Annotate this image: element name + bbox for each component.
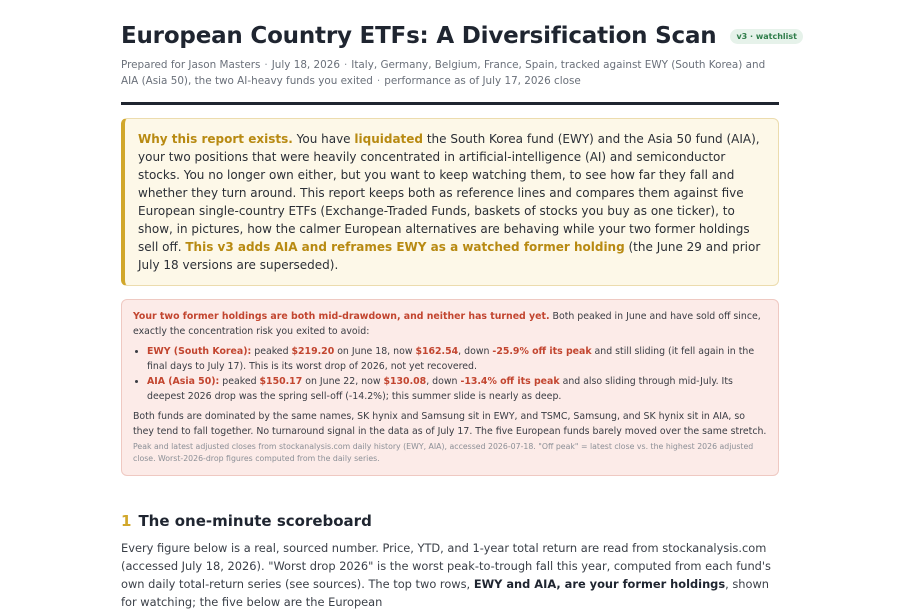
alert-lead: Your two former holdings are both mid-drawdown, and neither has turned yet. bbox=[133, 311, 550, 322]
why-text: You have bbox=[292, 132, 355, 146]
liquidated-highlight: liquidated bbox=[354, 132, 423, 146]
report-date: July 18, 2026 bbox=[271, 59, 340, 71]
ewy-text: peaked bbox=[251, 346, 292, 357]
why-text: the South Korea fund (EWY) and the Asia 50 fund (AIA), your two positions that were heavily concentrated in artificial-intelligence (AI) and semiconductor stocks. You no longer own either, but you want to keep watching them, to see how far they fall and whether they turn around. This report keeps both as reference lines and compares them against five European single-country ETFs (Exchange-Traded Funds, baskets of stocks you buy as one ticker), to show, in pictures, how the calmer European alternatives are behaving while your two former holdings sell off. bbox=[138, 132, 760, 254]
former-holdings-note: EWY and AIA, are your former holdings bbox=[473, 577, 726, 591]
section-number: 1 bbox=[121, 512, 132, 530]
report-scope: Italy, Germany, Belgium, France, Spain, tracked against EWY (South Korea) and AIA (Asia 50), the two AI-heavy funds you exited bbox=[121, 59, 766, 87]
ewy-text: and still sliding (it fell again in the final days to July 17). This is its worst drop of 2026, not yet recovered. bbox=[147, 346, 755, 372]
alert-source-note: Peak and latest adjusted closes from stockanalysis.com daily history (EWY, AIA), accessed 2026-07-18. "Off peak" = latest close vs. the highest 2026 adjusted close. Worst-2026-drop figures computed from the daily series. bbox=[133, 442, 754, 463]
v3-note: This v3 adds AIA and reframes EWY as a watched former holding bbox=[185, 240, 625, 254]
ewy-drawdown: -25.9% off its peak bbox=[492, 346, 592, 357]
section-text: , shown for watching; the five below are the European bbox=[121, 577, 770, 609]
alert-intro bbox=[133, 309, 767, 339]
drawdown-alert bbox=[121, 299, 779, 476]
aia-text: peaked bbox=[219, 376, 260, 387]
why-lead: Why this report exists. bbox=[138, 132, 293, 146]
aia-drawdown: -13.4% off its peak bbox=[460, 376, 560, 387]
holding-list bbox=[133, 344, 767, 404]
performance-as-of: performance as of July 17, 2026 close bbox=[384, 74, 581, 87]
title-row bbox=[121, 18, 797, 54]
section-title: The one-minute scoreboard bbox=[138, 512, 372, 530]
version-badge: v3 · watchlist bbox=[730, 29, 803, 44]
meta-separator: · bbox=[376, 74, 381, 87]
section-intro bbox=[121, 539, 779, 611]
section-text: Every figure below is a real, sourced number. Price, YTD, and 1-year total return are read from stockanalysis.com (accessed July 18, 2026). "Worst drop 2026" is the worst peak-to-trough fall this year, computed from each fund's own daily total-return series (see sources). The top two rows, bbox=[121, 541, 771, 591]
aia-now: $130.08 bbox=[383, 376, 427, 387]
header-divider bbox=[121, 102, 779, 105]
aia-text: and also sliding through mid-July. Its deepest 2026 drop was the spring sell-off (-14.2%); this summer slide is nearly as deep. bbox=[147, 376, 733, 402]
prepared-for: Prepared for Jason Masters bbox=[121, 59, 261, 71]
ewy-peak: $219.20 bbox=[291, 346, 335, 357]
holding-item-ewy bbox=[147, 344, 767, 374]
alert-summary: Both funds are dominated by the same names, SK hynix and Samsung sit in EWY, and TSMC, Samsung, and SK hynix sit in AIA, so they tend to fall together. No turnaround signal in the data as of July 17. The five European funds barely moved over the same stretch. bbox=[133, 411, 767, 437]
meta-separator: · bbox=[343, 59, 348, 71]
meta-separator: · bbox=[264, 59, 268, 71]
report-meta bbox=[121, 58, 779, 89]
aia-label: AIA (Asia 50): bbox=[147, 376, 220, 387]
page-title: European Country ETFs: A Diversification Scan bbox=[121, 23, 717, 49]
section-heading bbox=[121, 512, 779, 530]
holding-item-aia bbox=[147, 374, 767, 404]
why-callout bbox=[121, 118, 779, 286]
ewy-now: $162.54 bbox=[415, 346, 459, 357]
ewy-text: , down bbox=[458, 346, 493, 357]
report-page bbox=[121, 0, 797, 611]
ewy-label: EWY (South Korea): bbox=[147, 346, 252, 357]
alert-text: Both peaked in June and have sold off since, exactly the concentration risk you exited to avoid: bbox=[133, 311, 761, 337]
why-text: (the June 29 and prior July 18 versions are superseded). bbox=[138, 240, 761, 272]
ewy-text: on June 18, now bbox=[334, 346, 416, 357]
aia-text: , down bbox=[426, 376, 461, 387]
aia-peak: $150.17 bbox=[259, 376, 303, 387]
aia-text: on June 22, now bbox=[302, 376, 384, 387]
